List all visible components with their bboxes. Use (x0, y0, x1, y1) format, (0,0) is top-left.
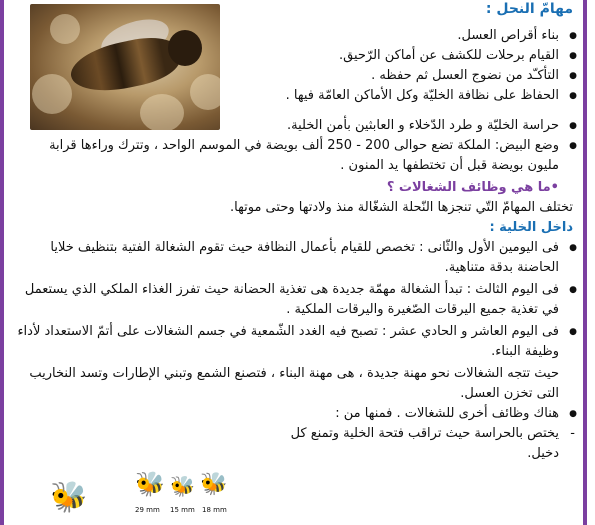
inside-list (16, 238, 581, 362)
bee-castes-illustration (40, 460, 250, 525)
list-item: ● الحفاظ على نظافة الخليّة وكل الأماكن العامّة فيها . (219, 86, 581, 106)
list-item: ● فى اليوم العاشر و الحادي عشر : تصبح فيه الغدد الشّمعية في جسم الشغالات على أتمّ الاستعداد لأداء وظيفة البناء. (16, 322, 581, 362)
scale-label: 29 mm (135, 506, 160, 514)
scale-label: 18 mm (202, 506, 227, 514)
list-item: ● وضع البيض: الملكة تضع حوالى 200 - 250 ألف بويضة في الموسم الواحد ، وتترك وراءها قرابة مليون بويضة قبل أن تختطفها يد المنون . (16, 136, 581, 176)
section-title: مهامّ النحل : (485, 1, 573, 17)
list-item: ● فى اليوم الثالث : تبدأ الشغالة مهمّة جديدة هى تغذية الحضانة حيث تفرز الغذاء الملكي الذي يستعمل في تغذية جميع اليرقات الصّغيرة واليرقات الملكية . (16, 280, 581, 320)
list-item: ● بناء أقراص العسل. (199, 26, 581, 46)
scale-label: 15 mm (170, 506, 195, 514)
top-list (16, 26, 581, 176)
list-item: ● فى اليومين الأول والثّانى : تخصص للقيام بأعمال النظافة حيث تقوم الشغالة الفتية بتنظيف خلايا الحاضنة بدقة متناهية. (16, 238, 581, 278)
main-content (16, 0, 581, 464)
bee-cartoon-icon: 🐝 (50, 480, 88, 515)
guard-item: - يختص بالحراسة حيث تراقب فتحة الخلية وتمنع كل دخيل. (259, 424, 581, 464)
other-list (261, 404, 581, 424)
drone-bee-icon: 🐝 (200, 472, 228, 497)
question-title: •ما هي وظائف الشغالات ؟ (386, 180, 559, 195)
queen-bee-icon: 🐝 (135, 470, 165, 498)
intro-text: تختلف المهامّ التّي تنجزها النّحلة الشغّالة منذ ولادتها وحتى موتها. (230, 200, 573, 215)
worker-bee-icon: 🐝 (170, 474, 195, 498)
list-item: ● حراسة الخليّة و طرد الدّخلاء و العابثين بأمن الخلية. (16, 116, 581, 136)
list-item: ● هناك وظائف أخرى للشغالات . فمنها من : (261, 404, 581, 424)
list-item: ● القيام برحلات للكشف عن أماكن الرّحيق. (199, 46, 581, 66)
build-paragraph: حيث تتجه الشغالات نحو مهنة جديدة ، هى مهنة البناء ، فتصنع الشمع وتبني الإطارات وتسد النخاريب التى تخزن العسل. (29, 366, 559, 401)
inside-title: داخل الخلية : (489, 220, 573, 235)
list-item: ● التأكـّد من نضوج العسل ثم حفظه . (199, 66, 581, 86)
